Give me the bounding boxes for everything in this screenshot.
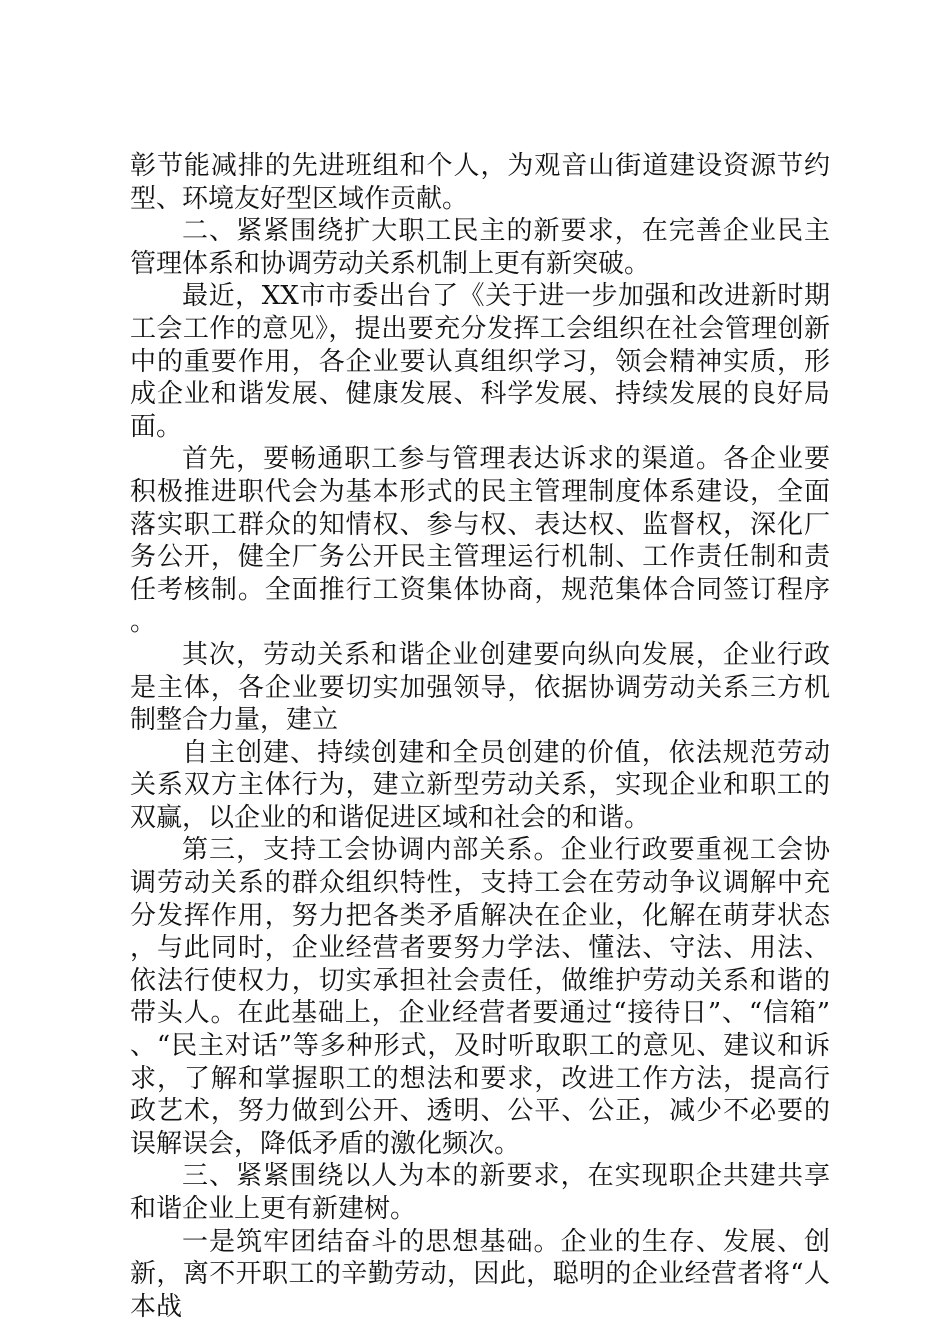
paragraph-9: 一是筑牢团结奋斗的思想基础。企业的生存、发展、创新，离不开职工的辛勤劳动，因此，聪明的企业经营者将“人本战 [130,1226,830,1322]
paragraph-5: 其次，劳动关系和谐企业创建要向纵向发展，企业行政是主体，各企业要切实加强领导，依据协调劳动关系三方机制整合力量，建立 [130,639,830,736]
paragraph-8: 三、紧紧围绕以人为本的新要求，在实现职企共建共享和谐企业上更有新建树。 [130,1161,830,1224]
paragraph-2: 二、紧紧围绕扩大职工民主的新要求，在完善企业民主管理体系和协调劳动关系机制上更有新突破。 [130,216,830,279]
paragraph-3: 最近，XX市市委出台了《关于进一步加强和改进新时期工会工作的意见》，提出要充分发挥工会组织在社会管理创新中的重要作用，各企业要认真组织学习，领会精神实质，形成企业和谐发展、健康发展、科学发展、持续发展的良好局面。 [130,281,830,442]
paragraph-6: 自主创建、持续创建和全员创建的价值，依法规范劳动关系双方主体行为，建立新型劳动关系，实现企业和职工的双赢，以企业的和谐促进区域和社会的和谐。 [130,737,830,833]
document-body [130,150,830,1323]
paragraph-4: 首先，要畅通职工参与管理表达诉求的渠道。各企业要积极推进职代会为基本形式的民主管理制度体系建设，全面落实职工群众的知情权、参与权、表达权、监督权，深化厂务公开，健全厂务公开民主管理运行机制、工作责任制和责任考核制。全面推行工资集体协商，规范集体合同签订程序。 [130,444,830,638]
paragraph-1: 彰节能减排的先进班组和个人，为观音山街道建设资源节约型、环境友好型区域作贡献。 [130,151,830,214]
paragraph-7: 第三，支持工会协调内部关系。企业行政要重视工会协调劳动关系的群众组织特性，支持工会在劳动争议调解中充分发挥作用，努力把各类矛盾解决在企业，化解在萌芽状态，与此同时，企业经营者要努力学法、懂法、守法、用法、依法行使权力，切实承担社会责任，做维护劳动关系和谐的带头人。在此基础上，企业经营者要通过“接待日”、“信箱”、“民主对话”等多种形式，及时听取职工的意见、建议和诉求，了解和掌握职工的想法和要求，改进工作方法，提高行政艺术，努力做到公开、透明、公平、公正，减少不必要的误解误会，降低矛盾的激化频次。 [130,835,830,1159]
